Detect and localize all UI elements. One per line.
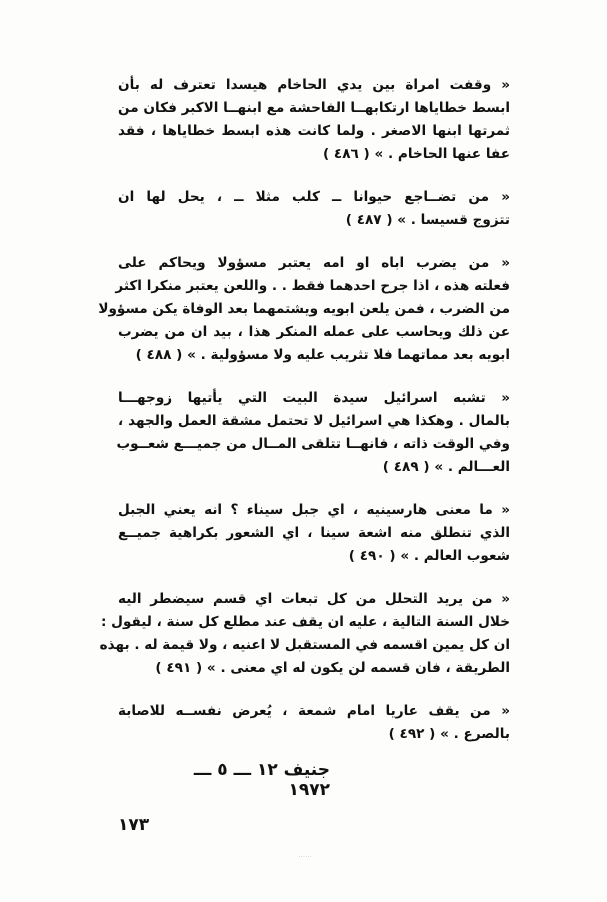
paragraph-490: [118, 499, 510, 568]
text-line: « ما معنى هارسينيه ، اي جبل سيناء ؟ انه يعني الجبل: [118, 502, 510, 518]
text-line: من الضرب ، فمن يلعن ابويه ويشتمهما بعد الوفاة يكن مسؤولا: [98, 301, 510, 317]
text-line: فعلته هذه ، اذا جرح احدهما فقط . . واللعن يعتبر منكرا اكثر: [115, 278, 510, 294]
text-line: عفا عنها الحاخام . » ( ٤٨٦ ): [322, 146, 510, 162]
paragraph-489: [118, 387, 510, 479]
text-line: وفي الوقت ذاته ، فانهــا تتلقى المــال من جميـــع شعــوب: [116, 436, 510, 452]
paragraph-488: [98, 252, 510, 367]
text-line: تتزوج قسيسا . » ( ٤٨٧ ): [345, 212, 510, 228]
text-line: بالصرع . » ( ٤٩٢ ): [388, 726, 510, 742]
text-line: الطريقة ، فان قسمه لن يكون له اي معنى . » ( ٤٩١ ): [155, 660, 510, 676]
text-line: خلال السنة التالية ، عليه ان يقف عند مطلع كل سنة ، ليقول :: [100, 614, 510, 630]
text-line: عن ذلك ويحاسب على عمله المنكر هذا ، بيد ان من يضرب: [118, 324, 510, 340]
text-line: ابسط خطاياها ارتكابهــا الفاحشة مع ابنهــا الاكبر فكان من: [118, 100, 510, 116]
text-line: ان كل يمين اقسمه في المستقبل لا اعنيه ، ولا قيمة له . بهذه: [99, 637, 510, 653]
text-line: ابويه بعد مماتهما فلا تثريب عليه ولا مسؤولية . » ( ٤٨٨ ): [135, 347, 510, 363]
text-line: « من يضرب اباه او امه يعتبر مسؤولا ويحاكم على: [118, 255, 510, 271]
page-number: ١٧٣: [118, 815, 150, 835]
text-line: العـــالم . » ( ٤٨٩ ): [382, 459, 510, 475]
text-line: « من يقف عاريا امام شمعة ، يُعرض نفســه للاصابة: [118, 703, 510, 719]
paragraph-487: [118, 186, 510, 232]
place-date-signature: جنيف ١٢ ـــ ٥ ـــ ١٩٧٢: [193, 760, 330, 800]
text-line: « من تضــاجع حيوانا ــ كلب مثلا ــ ، يحل لها ان: [118, 189, 510, 205]
paragraph-491: [99, 588, 510, 680]
paragraph-492: [118, 700, 510, 746]
text-line: « من يريد التحلل من كل تبعات اي قسم سيضطر اليه: [118, 591, 510, 607]
footer-mark: ······: [298, 853, 312, 861]
text-line: بالمال . وهكذا هي اسرائيل لا تحتمل مشقة العمل والجهد ،: [118, 413, 510, 429]
main-text: [98, 74, 510, 766]
text-line: شعوب العالم . » ( ٤٩٠ ): [348, 548, 510, 564]
text-line: « وقفت امراة بين يدي الحاخام هيسدا تعترف له بأن: [118, 77, 510, 93]
text-line: « تشبه اسرائيل سيدة البيت التي يأتيها زوجهـــا: [118, 390, 510, 406]
text-line: ثمرتها ابنها الاصغر . ولما كانت هذه ابسط خطاياها ، فقد: [118, 123, 510, 139]
text-line: الذي تنطلق منه اشعة سينا ، اي الشعور بكراهية جميــع: [118, 525, 510, 541]
paragraph-486: [118, 74, 510, 166]
